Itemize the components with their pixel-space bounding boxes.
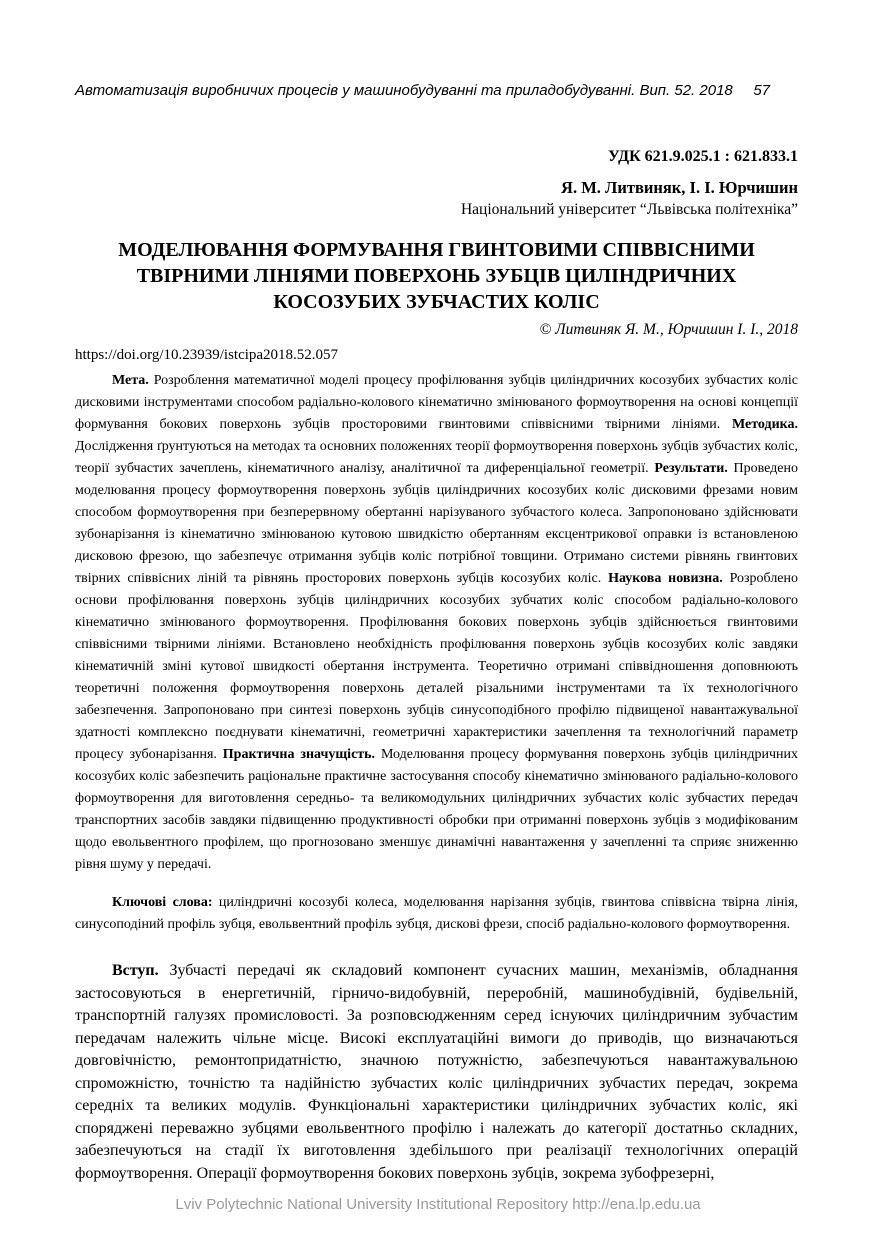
abstract-label-rezultaty: Результати. <box>654 461 728 476</box>
abstract-label-metodyka: Методика. <box>731 417 798 432</box>
repository-footer <box>0 1196 876 1213</box>
journal-title: Автоматизація виробничих процесів у машинобудуванні та приладобудуванні. Вип. 52. 2018 <box>75 82 733 99</box>
running-head <box>75 82 798 100</box>
abstract-text-metodyka: Дослідження ґрунтуються на методах та основних положеннях теорії формоутворення поверхонь зубців зубчастих коліс, теорії зубчастих зачеплень, кінематичного аналізу, аналітичної та диференціальної геометрії. <box>75 439 798 476</box>
paper-title-line-1: МОДЕЛЮВАННЯ ФОРМУВАННЯ ГВИНТОВИМИ СПІВВІСНИМИ <box>118 239 755 261</box>
doi-line <box>75 347 798 364</box>
page-number: 57 <box>753 82 770 99</box>
keywords-text: циліндричні косозубі колеса, моделювання нарізання зубців, гвинтова співвісна твірна лінія, синусоподіний профіль зубця, евольвентний профіль зубця, дискові фрези, спосіб радіально-колового формоутворення. <box>75 895 798 932</box>
introduction-label: Вступ. <box>112 962 159 979</box>
abstract-text-naukova-novyzna: Розроблено основи профілювання поверхонь зубців циліндричних косозубих зубчатих коліс способом радіально-колового кінематично змінюваного формоутворення. Профілювання бокових поверхонь зубців здійснюється гвинтовими співвісними твірними лініями. Встановлено необхідність профілювання поверхонь зубців косозубих коліс завдяки кінематичній зміні кутової швидкості обертання інструмента. Теоретично отримані співвідношення доповнюють теоретичні положення формоутворення поверхонь деталей різальними інструментами та їх технологічного забезпечення. Запропоновано при синтезі поверхонь зубців синусоподібного профілю підвищеної навантажувальної здатності комплексно поєднувати кінематичні, геометричні характеристики зачеплення та технологічний параметр процесу зубонарізання. <box>75 571 799 762</box>
copyright-line: © Литвиняк Я. М., Юрчишин І. І., 2018 <box>539 321 798 338</box>
paper-title <box>75 237 798 315</box>
introduction-text: Зубчасті передачі як складовий компонент сучасних машин, механізмів, обладнання застосовуються в енергетичній, гірничо-видобувній, переробній, машинобудівній, будівельній, транспортній галузях промисловості. За розповсюдженням серед існуючих циліндричним зубчастим передачам належить чільне місце. Високі експлуатаційні вимоги до приводів, що визначаються довговічністю, ремонтопридатністю, значною потужністю, забезпечуються навантажувальною спроможністю, точністю та надійністю зубчастих коліс циліндричних зубчастих передач, зокрема середніх та великих модулів. Функціональні характеристики циліндричних зубчастих коліс, які споряджені переважно зубцями евольвентного профілю і належать до категорії достатньо складних, забезпечуються на стадії їх виготовлення здебільшого при реалізації технологічних операцій формоутворення. Операції формоутворення бокових поверхонь зубців, зокрема зубофрезерні, <box>75 962 798 1182</box>
introduction-paragraph <box>75 960 798 1185</box>
authors-line: Я. М. Литвиняк, І. І. Юрчишин <box>561 178 798 197</box>
udc-code: УДК 621.9.025.1 : 621.833.1 <box>607 148 798 165</box>
abstract-text-praktychna-znachushchist: Моделювання процесу формування поверхонь зубців циліндричних косозубих коліс забезпечить раціональне практичне застосування способу кінематично змінюваного радіально-колового формоутворення для виготовлення середньо- та великомодульних циліндричних зубчастих коліс зубчастих передач транспортних засобів завдяки підвищенню продуктивності обробки при отриманні поверхонь зубців з модифікованим щодо евольвентного профілем, що прогнозовано зменшує динамічні навантаження у зачепленні та сприяє зниженню рівня шуму у передачі. <box>75 747 799 872</box>
abstract-label-naukova-novyzna: Наукова новизна. <box>608 571 723 586</box>
repository-link[interactable]: Lviv Polytechnic National University Institutional Repository http://ena.lp.edu.ua <box>175 1196 701 1213</box>
abstract-text-rezultaty: Проведено моделювання процесу формоутворення поверхонь зубців циліндричних косозубих коліс дисковими фрезами новим способом формоутворення при безперервному обертанні нарізуваного зубчастого колеса. Запропоновано здійснювати зубонарізання із кінематично змінюваною кутовою швидкістю обертанням ексцентрикової оправки із встановленою дисковою фрезою, що забезпечує отримання зубців коліс потрібної товщини. Отримано системи рівнянь гвинтових твірних співвісних ліній та рівнянь просторових поверхонь зубців косозубих коліс. <box>75 461 799 586</box>
abstract-paragraph <box>75 370 798 876</box>
abstract-text-meta: Розроблення математичної моделі процесу профілювання зубців циліндричних косозубих зубчастих коліс дисковими інструментами способом радіально-колового кінематично змінюваного формоутворення на основі концепції формування бокових поверхонь зубців просторовими гвинтовими співвісними твірними лініями. <box>75 373 798 432</box>
keywords-label: Ключові слова: <box>112 895 213 910</box>
doi-link[interactable]: https://doi.org/10.23939/istcipa2018.52.057 <box>75 347 339 363</box>
affiliation-line: Національний університет “Львівська політехніка” <box>460 201 798 218</box>
abstract-label-meta: Мета. <box>112 373 149 388</box>
keywords-paragraph <box>75 892 798 936</box>
paper-title-line-3: КОСОЗУБИХ ЗУБЧАСТИХ КОЛІС <box>273 291 600 313</box>
abstract-label-praktychna-znachushchist: Практична значущість. <box>222 747 376 762</box>
paper-title-line-2: ТВІРНИМИ ЛІНІЯМИ ПОВЕРХОНЬ ЗУБЦІВ ЦИЛІНДРИЧНИХ <box>136 265 737 287</box>
